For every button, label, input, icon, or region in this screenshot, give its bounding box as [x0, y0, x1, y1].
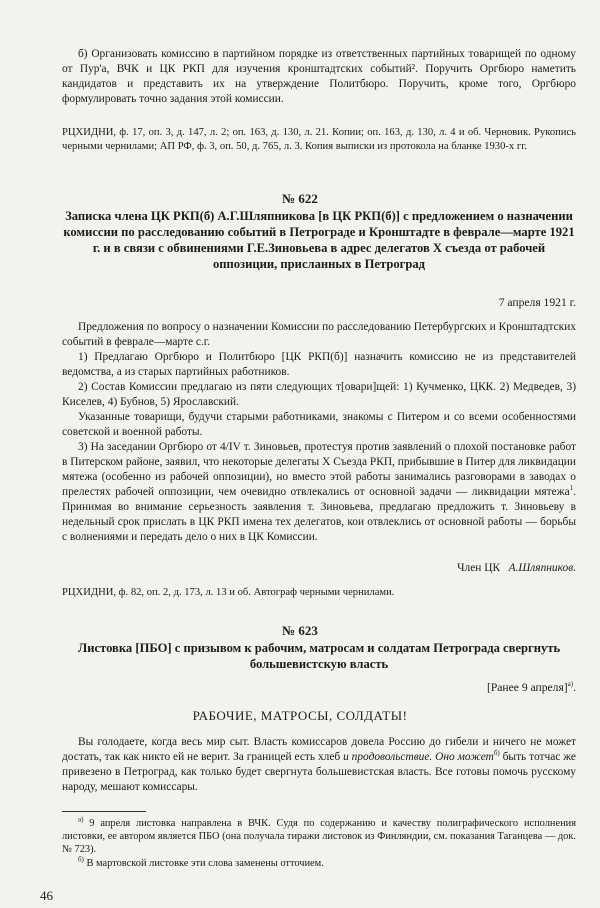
- footnote-b: [62, 857, 576, 870]
- footnote-a-mark: а): [78, 815, 84, 824]
- page-number: 46: [40, 888, 53, 903]
- footnote-b-mark: б): [78, 855, 84, 864]
- paragraph-b: [62, 47, 576, 107]
- signature-role: Член ЦК: [457, 562, 501, 574]
- paragraph-622-5-part1: 3) На заседании Оргбюро от 4/IV т. Зиновьев, протестуя против заявлений о плохой постановке работ в Питерском районе, заявил, что некоторые делегаты X Съезда РКП, прибывшие в Питер для ликвидации мятежа (особенно из рабочей оппозиции), но вместо этой работы занимались разговорами в заводах о прелестях рабочей оппозиции, чем очевидно отвлекались от основной задачи — ликвидации мятежа: [62, 441, 576, 498]
- paragraph-b-text: б) Организовать комиссию в партийном порядке из ответственных партийных товарищей по одному от Пур'а, ВЧК и ЦК РКП для изучения кронштадтских событий². Поручить Оргбюро наметить кандидатов и представить их на утверждение Политбюро. Поручить, кроме того, Оргбюро формулировать точно задания этой комиссии.: [62, 48, 576, 105]
- document-body-622: [62, 320, 576, 545]
- document-title-623: Листовка [ПБО] с призывом к рабочим, матросам и солдатам Петрограда свергнуть большевистскую власть: [77, 641, 561, 671]
- signature-622: [457, 562, 576, 574]
- footnote-divider: [62, 811, 146, 812]
- paragraph-622-4: Указанные товарищи, будучи старыми работниками, знакомы с Питером и со всеми особенностями советской и военной работы.: [62, 411, 576, 438]
- paragraph-622-1: Предложения по вопросу о назначении Комиссии по расследованию Петербургских и Кронштадтских событий в феврале—марте с.г.: [62, 321, 576, 348]
- date-623: [487, 681, 576, 694]
- footnote-a: [62, 817, 576, 856]
- leaflet-body-part1: Вы голодаете, когда весь мир сыт. Власть комиссаров довела Россию до гибели и ничего не может достать, так как никто ей не верит. За границей есть хлеб: [62, 736, 576, 763]
- archival-source-622: РЦХИДНИ, ф. 82, оп. 2, д. 173, л. 13 и об. Автограф черными чернилами.: [62, 587, 395, 598]
- leaflet-heading: РАБОЧИЕ, МАТРОСЫ, СОЛДАТЫ!: [192, 708, 408, 723]
- paragraph-622-3: 2) Состав Комиссии предлагаю из пяти следующих т[овари]щей: 1) Кучменко, ЦКК. 2) Медведев, 3) Киселев, 4) Бубнов, 5) Ярославский.: [62, 381, 576, 408]
- paragraph-622-5: [62, 440, 576, 545]
- paragraph-622-2: 1) Предлагаю Оргбюро и Политбюро [ЦК РКП(б)] назначить комиссию не из представителей ведомства, а из старых партийных работников.: [62, 351, 576, 378]
- date-623-end: .: [573, 681, 576, 694]
- footnote-ref-a: а): [567, 680, 574, 689]
- paragraph-622-5-part2: . Принимая во внимание серьезность заявления т. Зиновьева, предлагаю предложить т. Зиновьеву в недельный срок прислать в ЦК РКП имена тех делегатов, кои отвлеклись от основной работы — борьбы с волнениями и передать дело о них в ЦК Комиссии.: [62, 486, 576, 543]
- signature-name: А.Шляпников.: [508, 562, 576, 574]
- leaflet-body-italic: и продовольствие. Оно может: [343, 751, 494, 763]
- archival-source-top: РЦХИДНИ, ф. 17, оп. 3, д. 147, л. 2; оп. 163, д. 130, л. 21. Копии; оп. 163, д. 130, л. 4 и об. Черновик. Рукопись черными чернилами; АП РФ, ф. 3, оп. 50, д. 765, л. 3. Копия выписки из протокола на бланке 1930-х гг.: [62, 127, 576, 152]
- leaflet-body: [62, 735, 576, 795]
- leaflet-body-part2: быть тотчас же привезено в Петроград, как только будет свергнута большевистская власть. Все готовы помочь русскому народу, мешают комиссары.: [62, 751, 576, 793]
- document-number-622: № 622: [282, 191, 318, 206]
- document-number-623: № 623: [282, 623, 318, 638]
- footnote-ref-1: 1: [569, 484, 574, 493]
- footnote-ref-b: б): [493, 749, 500, 758]
- date-623-text: [Ранее 9 апреля]: [486, 681, 568, 694]
- footnote-b-text: В мартовской листовке эти слова заменены отточием.: [83, 858, 324, 869]
- date-622: 7 апреля 1921 г.: [498, 296, 576, 309]
- footnote-a-text: 9 апреля листовка направлена в ВЧК. Судя по содержанию и качеству полиграфического исполнения листовки, ее автором является ПБО (она получала тиражи листовок из Финляндии, см. показания Таганцева — док. № 723).: [62, 818, 576, 855]
- document-title-622: Записка члена ЦК РКП(б) А.Г.Шляпникова [в ЦК РКП(б)] с предложением о назначении комиссии по расследованию событий в Петрограде и Кронштадте в феврале—марте 1921 г. и в связи с обвинениями Г.Е.Зиновьева в адрес делегатов X съезда от рабочей оппозиции, присланных в Петроград: [63, 209, 575, 271]
